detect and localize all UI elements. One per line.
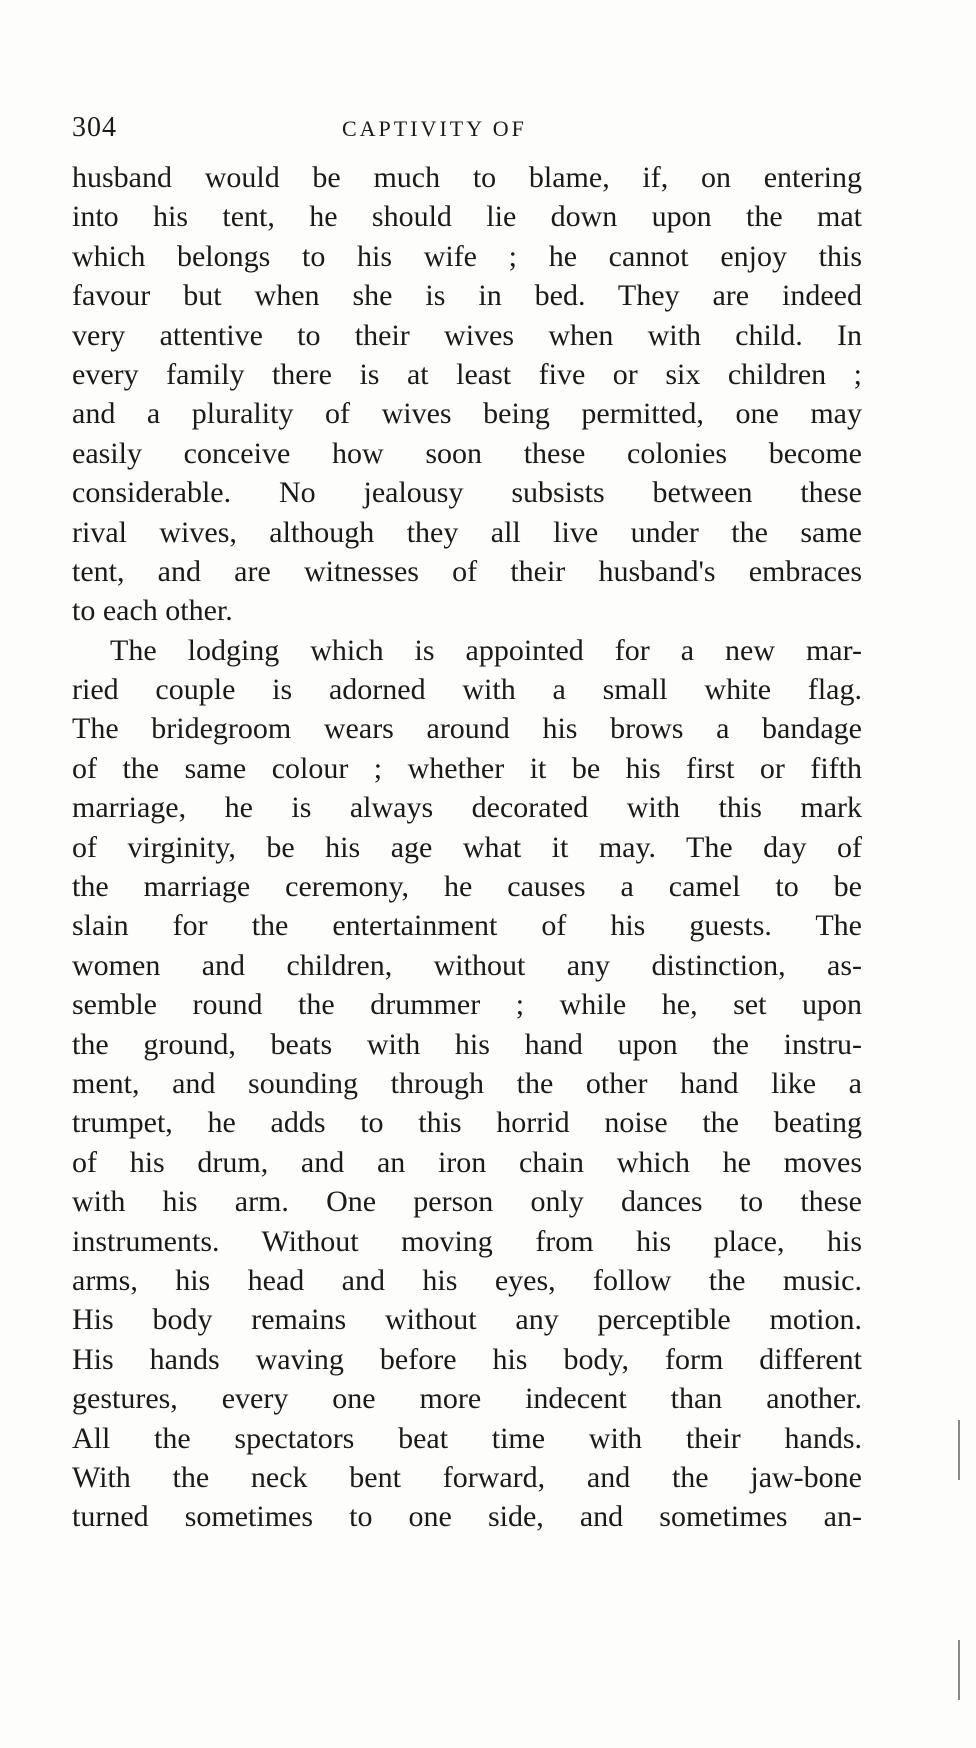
text-line: women and children, without any distinction, as-	[72, 948, 862, 982]
text-line: All the spectators beat time with their hands.	[72, 1421, 862, 1455]
text-line: considerable. No jealousy subsists between these	[72, 476, 862, 510]
text-line: every family there is at least five or six children ;	[72, 357, 862, 391]
text-line: semble round the drummer ; while he, set upon	[72, 988, 862, 1022]
body-text	[72, 158, 862, 1537]
text-line: husband would be much to blame, if, on entering	[72, 161, 862, 194]
text-line: of his drum, and an iron chain which he moves	[72, 1145, 862, 1179]
text-line: easily conceive how soon these colonies become	[72, 436, 862, 470]
text-line: ried couple is adorned with a small white flag.	[72, 673, 862, 707]
text-line: tent, and are witnesses of their husband's embraces	[72, 554, 862, 588]
margin-scan-artifact	[958, 1640, 960, 1700]
text-line: the marriage ceremony, he causes a camel to be	[72, 870, 862, 904]
margin-scan-artifact	[958, 1420, 960, 1480]
text-line: into his tent, he should lie down upon the mat	[72, 200, 862, 234]
text-line: arms, his head and his eyes, follow the music.	[72, 1263, 862, 1297]
text-line: turned sometimes to one side, and sometimes an-	[72, 1500, 862, 1534]
text-line: With the neck bent forward, and the jaw-bone	[72, 1460, 862, 1494]
text-line: which belongs to his wife ; he cannot enjoy this	[72, 239, 862, 273]
page-number: 304	[72, 112, 117, 143]
text-line: very attentive to their wives when with child. In	[72, 318, 862, 352]
paragraph-first-line: The lodging which is appointed for a new mar-	[110, 633, 862, 667]
text-line: trumpet, he adds to this horrid noise the beating	[72, 1106, 862, 1140]
text-line: and a plurality of wives being permitted, one may	[72, 397, 862, 431]
text-line: of virginity, be his age what it may. The day of	[72, 830, 862, 864]
text-line: rival wives, although they all live under the same	[72, 515, 862, 549]
text-line: with his arm. One person only dances to these	[72, 1185, 862, 1219]
text-line: ment, and sounding through the other hand like a	[72, 1066, 862, 1100]
running-head: CAPTIVITY OF	[342, 116, 527, 141]
text-line: marriage, he is always decorated with this mark	[72, 791, 862, 825]
text-line: slain for the entertainment of his guests. The	[72, 909, 862, 943]
text-line: His body remains without any perceptible motion.	[72, 1303, 862, 1337]
text-line: gestures, every one more indecent than another.	[72, 1382, 862, 1416]
paragraph-end-line: to each other.	[72, 594, 233, 628]
text-line: of the same colour ; whether it be his first or fifth	[72, 751, 862, 785]
text-line: favour but when she is in bed. They are indeed	[72, 279, 862, 313]
text-line: the ground, beats with his hand upon the instru-	[72, 1027, 862, 1061]
page-header	[72, 112, 872, 152]
text-line: The bridegroom wears around his brows a bandage	[72, 712, 862, 746]
text-line: instruments. Without moving from his place, his	[72, 1224, 862, 1258]
text-line: His hands waving before his body, form different	[72, 1342, 862, 1376]
